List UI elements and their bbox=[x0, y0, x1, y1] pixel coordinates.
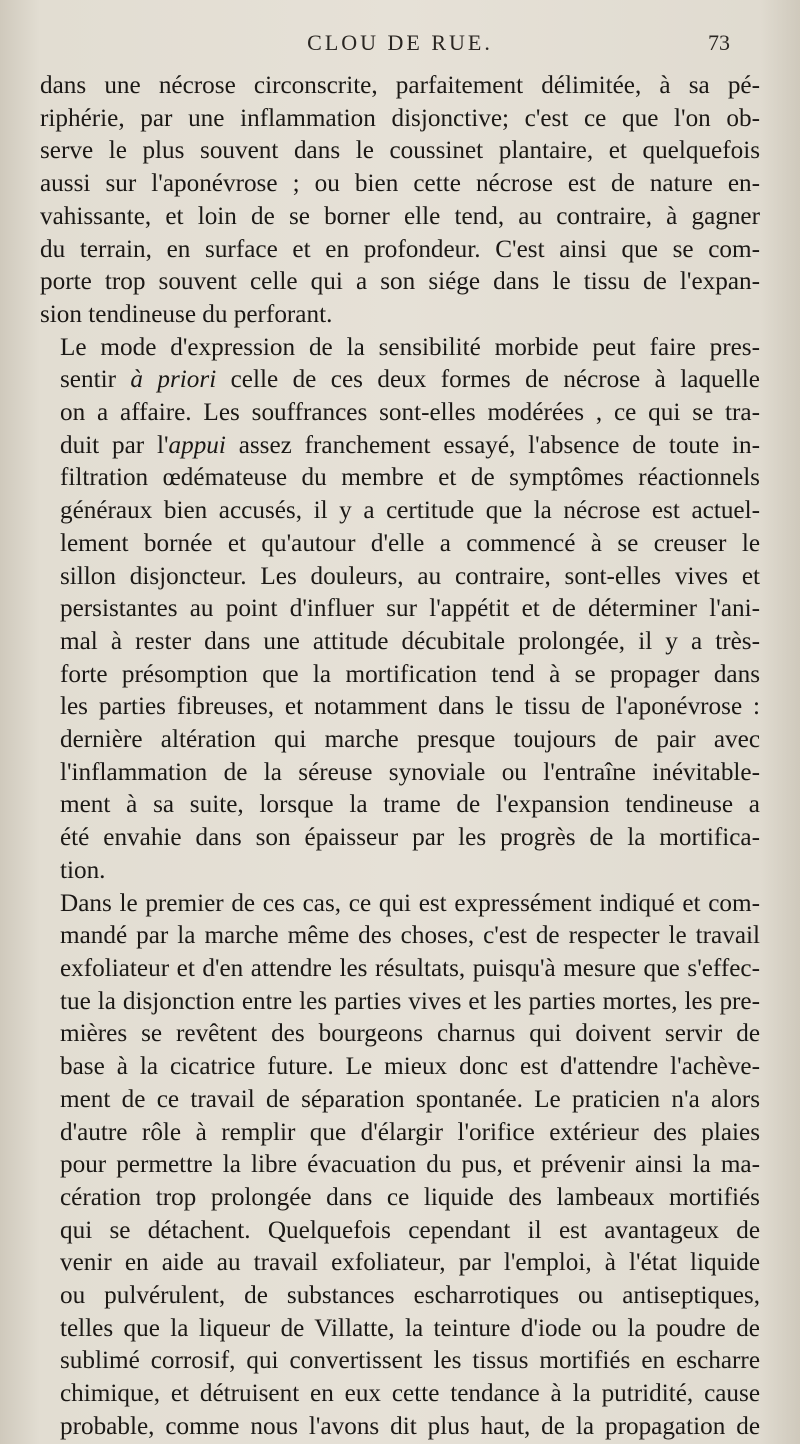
text-line: Le mode d'expression de la sensibilité morbide peut faire pres- bbox=[60, 333, 760, 361]
text-line: porte trop souvent celle qui a son siége dans le tissu de l'expan- bbox=[40, 268, 760, 296]
text-line: généraux bien accusés, il y a certitude que la nécrose est actuel- bbox=[60, 497, 760, 525]
text-line: mal à rester dans une attitude décubitale prolongée, il y a très- bbox=[60, 627, 760, 655]
text-line: tue la disjonction entre les parties vives et les parties mortes, les pre- bbox=[60, 987, 760, 1015]
text-line: dernière altération qui marche presque toujours de pair avec bbox=[60, 726, 760, 754]
text-line: serve le plus souvent dans le coussinet plantaire, et quelquefois bbox=[40, 137, 760, 165]
text-line: dans une nécrose circonscrite, parfaitement délimitée, à sa pé- bbox=[40, 72, 760, 99]
text-line: qui se détachent. Quelquefois cependant il est avantageux de bbox=[60, 1216, 760, 1244]
text-line: d'autre rôle à remplir que d'élargir l'orifice extérieur des plaies bbox=[60, 1118, 760, 1146]
text-line: du terrain, en surface et en profondeur. C'est ainsi que se com- bbox=[40, 235, 760, 263]
text-line: sillon disjoncteur. Les douleurs, au contraire, sont-elles vives et bbox=[60, 562, 760, 590]
text-line: ment à sa suite, lorsque la trame de l'expansion tendineuse a bbox=[60, 791, 760, 819]
running-title: CLOU DE RUE. bbox=[307, 30, 493, 55]
text-line: mandé par la marche même des choses, c'est de respecter le travail bbox=[60, 922, 760, 950]
text-line: telles que la liqueur de Villatte, la teinture d'iode ou la poudre de bbox=[60, 1314, 760, 1342]
text-line: filtration œdémateuse du membre et de symptômes réactionnels bbox=[60, 464, 760, 492]
text-line: Dans le premier de ces cas, ce qui est expressément indiqué et com- bbox=[60, 889, 760, 917]
text-line: ment de ce travail de séparation spontanée. Le praticien n'a alors bbox=[60, 1085, 760, 1113]
text-line: exfoliateur et d'en attendre les résultats, puisqu'à mesure que s'effec- bbox=[60, 954, 760, 982]
text-line: sublimé corrosif, qui convertissent les tissus mortifiés en escharre bbox=[60, 1347, 760, 1375]
text-line: tion. bbox=[60, 856, 106, 884]
text-line: vahissante, et loin de se borner elle tend, au contraire, à gagner bbox=[40, 202, 760, 230]
text-line: cération trop prolongée dans ce liquide des lambeaux mortifiés bbox=[60, 1183, 760, 1211]
body-text bbox=[40, 70, 760, 1444]
text-line: les parties fibreuses, et notamment dans le tissu de l'aponévrose : bbox=[60, 693, 760, 721]
paragraph-3 bbox=[40, 888, 760, 1444]
text-line: venir en aide au travail exfoliateur, par l'emploi, à l'état liquide bbox=[60, 1249, 760, 1277]
text-line: forte présomption que la mortification tend à se propager dans bbox=[60, 660, 760, 688]
text-line: duit par l'appui assez franchement essayé, l'absence de toute in- bbox=[60, 431, 760, 459]
text-line: sion tendineuse du perforant. bbox=[40, 300, 333, 328]
page-number: 73 bbox=[708, 30, 730, 55]
text-line: l'inflammation de la séreuse synoviale ou l'entraîne inévitable- bbox=[60, 758, 760, 786]
running-head bbox=[40, 30, 760, 70]
text-line: mières se revêtent des bourgeons charnus qui doivent servir de bbox=[60, 1020, 760, 1048]
text-line: base à la cicatrice future. Le mieux donc est d'attendre l'achève- bbox=[60, 1053, 760, 1081]
text-line: sentir à priori celle de ces deux formes de nécrose à laquelle bbox=[60, 366, 760, 394]
text-line: aussi sur l'aponévrose ; ou bien cette nécrose est de nature en- bbox=[40, 170, 760, 198]
text-line: probable, comme nous l'avons dit plus haut, de la propagation de bbox=[60, 1412, 760, 1440]
text-line: on a affaire. Les souffrances sont-elles modérées , ce qui se tra- bbox=[60, 399, 760, 427]
paragraph-2 bbox=[40, 332, 760, 888]
text-line: persistantes au point d'influer sur l'appétit et de déterminer l'ani- bbox=[60, 595, 760, 623]
text-line: été envahie dans son épaisseur par les progrès de la mortifica- bbox=[60, 824, 760, 852]
text-line: riphérie, par une inflammation disjonctive; c'est ce que l'on ob- bbox=[40, 104, 760, 132]
text-line: ou pulvérulent, de substances escharrotiques ou antiseptiques, bbox=[60, 1282, 760, 1310]
text-line: lement bornée et qu'autour d'elle a commencé à se creuser le bbox=[60, 529, 760, 557]
text-line: pour permettre la libre évacuation du pus, et prévenir ainsi la ma- bbox=[60, 1151, 760, 1179]
paragraph-1 bbox=[40, 70, 760, 332]
text-line: chimique, et détruisent en eux cette tendance à la putridité, cause bbox=[60, 1380, 760, 1408]
